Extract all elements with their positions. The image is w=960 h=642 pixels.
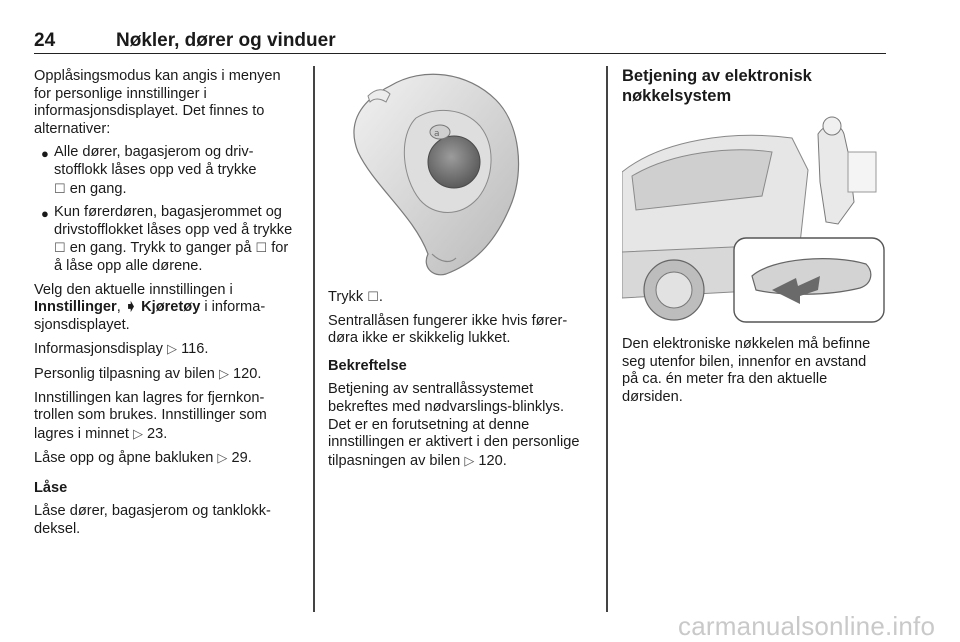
reference-arrow-icon: ▷: [217, 450, 228, 466]
lock-icon: ☐: [367, 289, 379, 304]
watermark: carmanualsonline.info: [678, 611, 936, 641]
svg-text:a: a: [434, 129, 440, 139]
bullet-icon: ●: [41, 206, 49, 222]
personal-ref[interactable]: Personlig tilpasning av bilen ▷ 120.: [34, 365, 262, 382]
select-setting-text: Velg den aktuelle innstillingen i Innstillinger, ➧ Kjøretøy i informasjonsdisplayet.: [34, 281, 266, 333]
column-right: [622, 66, 886, 412]
list-item: ● Kun førerdøren, bagasjerommet og drivstofflokket låses opp ved å trykke ☐ en gang. Trykk to ganger på ☐ for å låse opp alle dørene.: [41, 204, 293, 274]
lock-heading: Låse: [34, 479, 68, 496]
reference-arrow-icon: ▷: [132, 425, 143, 441]
chapter-title: Nøkler, dører og vinduer: [116, 30, 336, 51]
column-divider: [313, 66, 315, 612]
lock-text: Låse dører, bagasjerom og tanklokkdeksel.: [34, 503, 271, 538]
menu-arrow-icon: ➧: [124, 299, 138, 316]
page-header: [34, 30, 886, 54]
column-middle: [328, 66, 590, 476]
column-divider: [606, 66, 608, 612]
page-number: 24: [34, 30, 56, 51]
option-list: [34, 144, 298, 275]
confirm-heading: Bekreftelse: [328, 357, 407, 374]
key-fob-illustration: [328, 66, 590, 280]
bullet-icon: ●: [41, 146, 49, 162]
tailgate-ref[interactable]: Låse opp og åpne bakluken ▷ 29.: [34, 450, 252, 467]
store-text: Innstillingen kan lagres for fjernkontrollen som brukes. Innstillinger som lagres i minnet ▷ 23.: [34, 389, 267, 442]
press-text: Trykk ☐.: [328, 289, 383, 305]
intro-text: Opplåsingsmodus kan angis i menyen for personlige innstillinger i informasjonsdisplayet. Det finnes to alternativer:: [34, 68, 281, 137]
info-display-ref[interactable]: Informasjonsdisplay ▷ 116.: [34, 341, 209, 358]
column-left: [34, 68, 298, 545]
reference-arrow-icon: ▷: [218, 365, 229, 381]
unlock-icon: ☐: [255, 240, 268, 256]
reference-arrow-icon: ▷: [464, 452, 475, 468]
confirm-text: Betjening av sentrallåssystemet bekreftes med nødvarslings-blinklys. Det er en forutsetning at denne innstillingen er aktivert i den personlige tilpasningen av bilen ▷ 120.: [328, 381, 580, 469]
settings-link[interactable]: Innstillinger: [34, 299, 117, 316]
key-range-text: Den elektroniske nøkkelen må befinne seg utenfor bilen, innenfor en avstand på ca. én meter fra den aktuelle dørsiden.: [622, 336, 871, 405]
list-item: ● Alle dører, bagasjerom og drivstofflokk låses opp ved å trykke ☐ en gang.: [41, 144, 257, 197]
reference-arrow-icon: ▷: [167, 341, 178, 357]
section-title: Betjening av elektronisk nøkkelsystem: [622, 67, 812, 105]
vehicle-link[interactable]: Kjøretøy: [141, 299, 201, 316]
unlock-icon: ☐: [54, 240, 66, 256]
car-door-illustration: [622, 112, 886, 326]
unlock-icon: ☐: [54, 180, 66, 196]
central-lock-text: Sentrallåsen fungerer ikke hvis førerdøra ikke er skikkelig lukket.: [328, 312, 568, 347]
